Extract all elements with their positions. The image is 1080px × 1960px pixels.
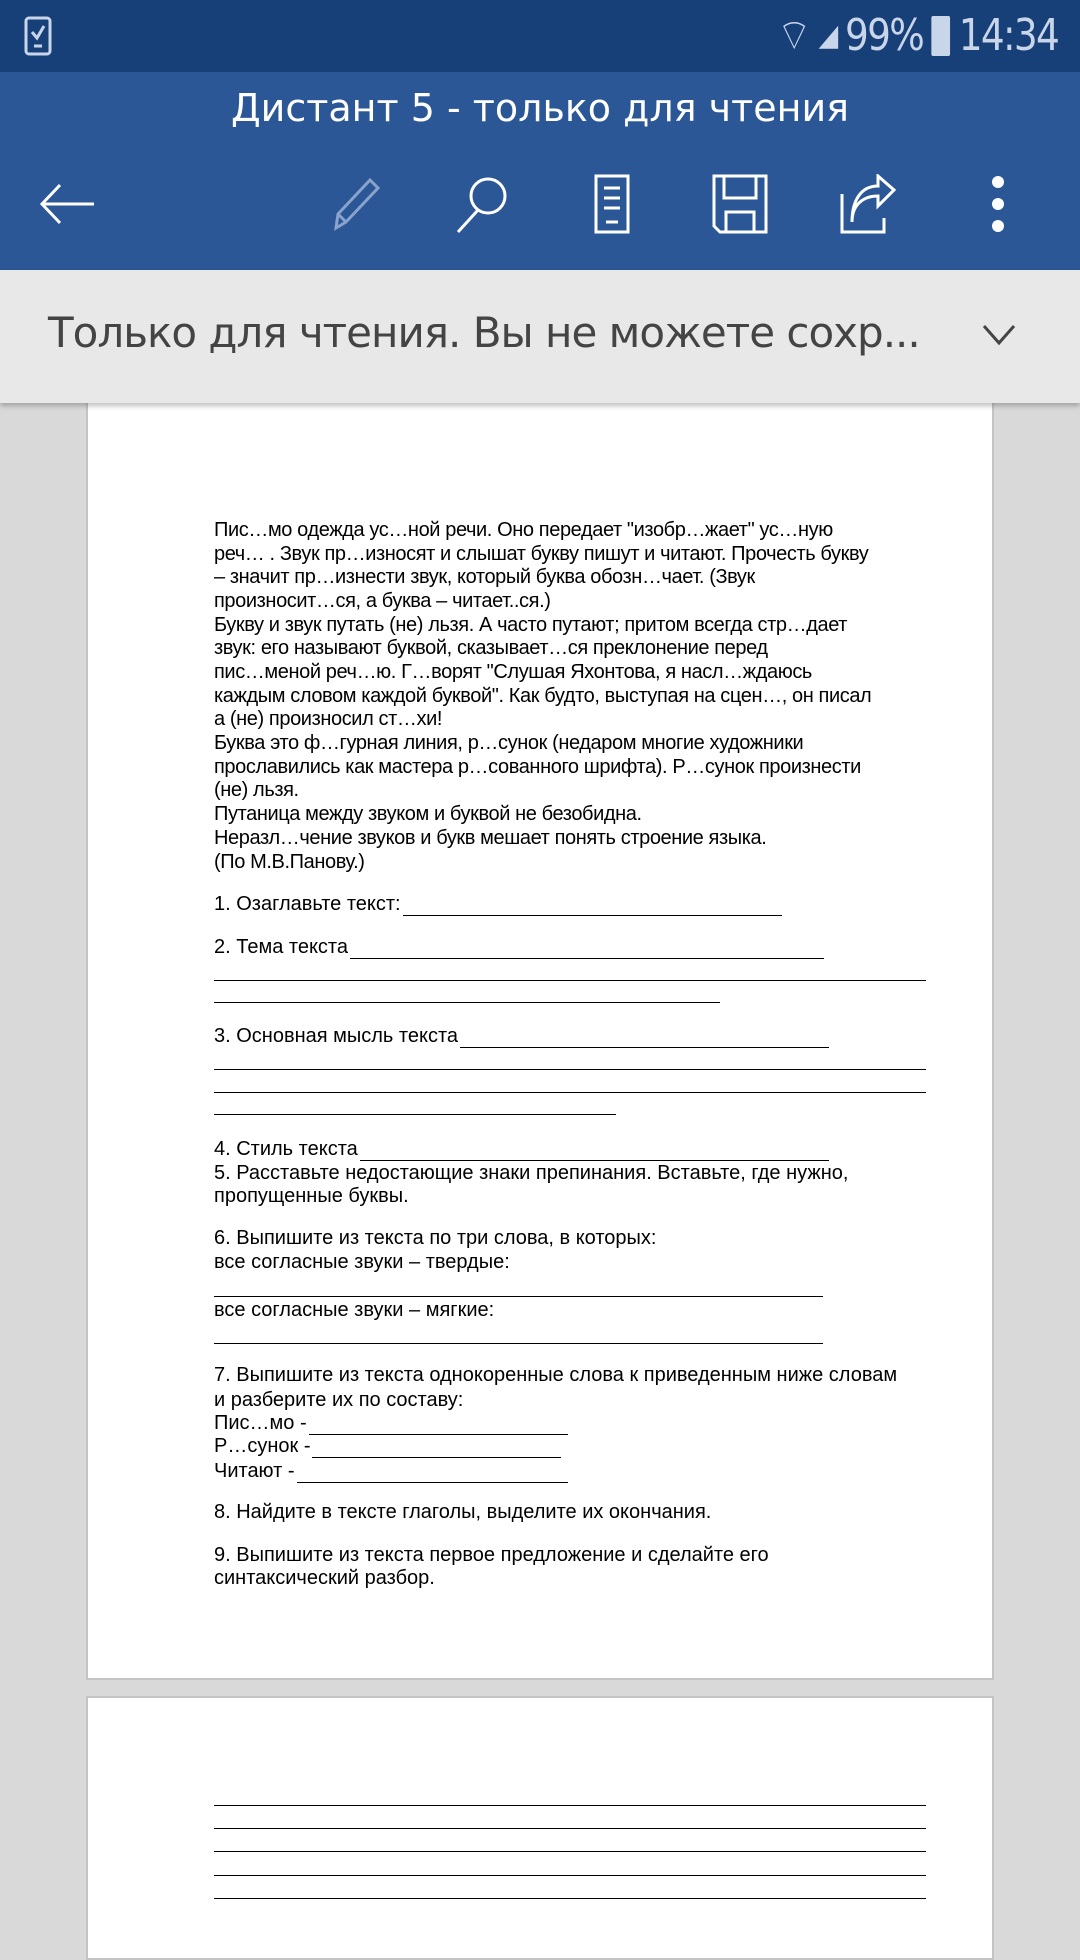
passage-line: а (не) произносил ст…хи!: [214, 708, 442, 730]
question-7-cont: и разберите их по составу:: [214, 1389, 464, 1411]
more-icon: [988, 174, 1008, 234]
answer-line: [214, 980, 926, 981]
passage-line: звук: его называют буквой, сказывает…ся преклонение перед: [214, 637, 768, 659]
passage-line: Пис…мо одежда ус…ной речи. Оно передает "изобр…жает" ус…ную: [214, 519, 833, 541]
question-text: Р…сунок -: [214, 1435, 311, 1457]
question-text: 4. Стиль текста: [214, 1138, 358, 1160]
answer-line: [214, 1114, 616, 1115]
question-7-word: [214, 1411, 568, 1435]
answer-line: [214, 1343, 823, 1344]
pencil-icon: [324, 174, 384, 234]
passage-line: пис…меной реч…ю. Г…ворят "Слушая Яхонтова, я насл…ждаюсь: [214, 661, 812, 683]
question-4: [214, 1137, 829, 1161]
app-bar: [0, 72, 1080, 270]
question-text: 3. Основная мысль текста: [214, 1025, 459, 1047]
battery-icon: [932, 16, 951, 56]
answer-line: [214, 1851, 926, 1852]
status-bar: [0, 0, 1080, 72]
search-button[interactable]: [450, 172, 514, 236]
search-icon: [452, 174, 512, 234]
signal-icon: ◢: [818, 18, 837, 53]
question-1: [214, 892, 782, 916]
question-text: 1. Озаглавьте текст:: [214, 893, 401, 915]
reading-view-button[interactable]: [580, 172, 644, 236]
question-6: 6. Выпишите из текста по три слова, в которых:: [214, 1227, 657, 1249]
answer-line: [350, 940, 824, 959]
answer-line: [214, 1069, 926, 1070]
read-only-banner[interactable]: [0, 270, 1080, 403]
question-7-word: [214, 1434, 561, 1458]
task-checklist-icon: [24, 16, 52, 56]
answer-line: [214, 1875, 926, 1876]
passage-line: каждым словом каждой буквой". Как будто, выступая на сцен…, он писал: [214, 685, 872, 707]
question-7: 7. Выпишите из текста однокоренные слова к приведенным ниже словам: [214, 1364, 898, 1386]
read-only-message: Только для чтения. Вы не можете сохр...: [48, 308, 920, 357]
question-5: 5. Расставьте недостающие знаки препинания. Вставьте, где нужно,: [214, 1162, 849, 1184]
question-6-soft: все согласные звуки – мягкие:: [214, 1299, 495, 1321]
save-icon: [712, 174, 768, 234]
clock: 14:34: [958, 10, 1058, 61]
question-text: Читают -: [214, 1460, 295, 1482]
more-options-button[interactable]: [966, 172, 1030, 236]
battery-percent: 99%: [844, 10, 924, 61]
answer-line: [403, 897, 782, 916]
question-6-hard: все согласные звуки – твердые:: [214, 1251, 510, 1273]
share-icon: [838, 174, 898, 234]
passage-line: (не) льзя.: [214, 779, 299, 801]
answer-line: [360, 1142, 829, 1161]
answer-line: [214, 1002, 720, 1003]
question-9-cont: синтаксический разбор.: [214, 1567, 435, 1589]
answer-line: [460, 1029, 829, 1048]
passage-line: Неразл…чение звуков и букв мешает понять строение языка.: [214, 827, 767, 849]
passage-line: Букву и звук путать (не) льзя. А часто путают; притом всегда стр…дает: [214, 614, 848, 636]
reading-view-icon: [592, 174, 632, 234]
answer-line: [214, 1296, 823, 1297]
document-title: Дистант 5 - только для чтения: [230, 86, 850, 130]
question-5-cont: пропущенные буквы.: [214, 1185, 409, 1207]
passage-line: – значит пр…изнести звук, который буква обозн…чает. (Звук: [214, 566, 755, 588]
question-2: [214, 935, 824, 959]
answer-line: [309, 1416, 568, 1435]
question-3: [214, 1024, 829, 1048]
answer-line: [214, 1092, 926, 1093]
answer-line: [312, 1439, 561, 1458]
answer-line: [214, 1898, 926, 1899]
passage-line: прославились как мастера р…сованного шрифта). Р…сунок произнести: [214, 756, 861, 778]
question-text: 2. Тема текста: [214, 936, 348, 958]
question-9: 9. Выпишите из текста первое предложение и сделайте его: [214, 1544, 769, 1566]
answer-line: [214, 1805, 926, 1806]
passage-line: Буква это ф…гурная линия, р…сунок (недаром многие художники: [214, 732, 804, 754]
back-button[interactable]: [36, 172, 100, 236]
share-button[interactable]: [836, 172, 900, 236]
back-arrow-icon: [38, 179, 98, 229]
edit-button[interactable]: [322, 172, 386, 236]
question-8: 8. Найдите в тексте глаголы, выделите их окончания.: [214, 1501, 712, 1523]
question-7-word: [214, 1459, 568, 1483]
answer-line: [214, 1828, 926, 1829]
chevron-down-icon[interactable]: [982, 324, 1016, 346]
answer-line: [297, 1464, 569, 1483]
passage-line: (По М.В.Панову.): [214, 851, 365, 873]
passage-line: реч… . Звук пр…износят и слышат букву пишут и читают. Прочесть букву: [214, 543, 869, 565]
wifi-icon: ⌔: [776, 10, 811, 61]
question-text: Пис…мо -: [214, 1412, 307, 1434]
passage-line: произносит…ся, а буква – читает..ся.): [214, 590, 551, 612]
save-button[interactable]: [708, 172, 772, 236]
passage-line: Путаница между звуком и буквой не безобидна.: [214, 803, 642, 825]
